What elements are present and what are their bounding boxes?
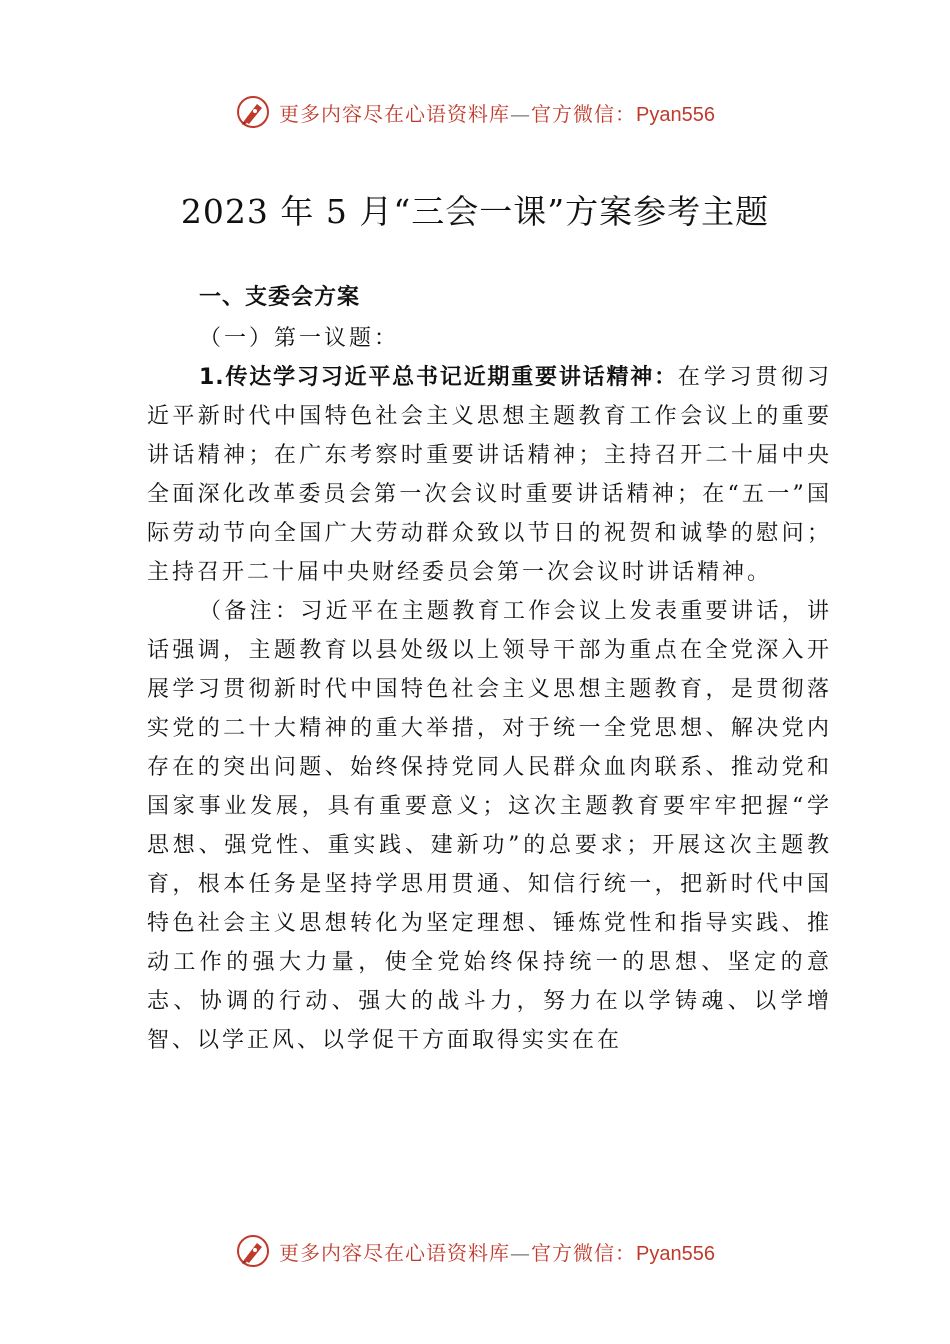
watermark-contact-label: 官方微信：	[531, 1240, 637, 1265]
watermark-text	[279, 98, 715, 127]
note-paragraph: （备注：习近平在主题教育工作会议上发表重要讲话，讲话强调，主题教育以县处级以上领导干部为重点在全党深入开展学习贯彻新时代中国特色社会主义思想主题教育，是贯彻落实党的二十大精神的重大举措，对于统一全党思想、解决党内存在的突出问题、始终保持党同人民群众血肉联系、推动党和国家事业发展，具有重要意义；这次主题教育要牢牢把握“学思想、强党性、重实践、建新功”的总要求；开展这次主题教育，根本任务是坚持学思用贯通、知信行统一，把新时代中国特色社会主义思想转化为坚定理想、锤炼党性和指导实践、推动工作的强大力量，使全党始终保持统一的思想、坚定的意志、协调的行动、强大的战斗力，努力在以学铸魂、以学增智、以学正风、以学促干方面取得实实在在	[147, 599, 832, 1053]
sub-heading: （一）第一议题：	[199, 326, 400, 351]
watermark-banner-top	[0, 94, 950, 130]
pen-nib-logo-icon	[235, 94, 271, 130]
watermark-contact-id: Pyan556	[636, 1242, 715, 1265]
watermark-banner-bottom	[0, 1233, 950, 1269]
section-heading: 一、支委会方案	[199, 285, 361, 310]
document-body	[147, 278, 832, 1060]
item-lead: 1.传达学习习近平总书记近期重要讲话精神：	[199, 365, 678, 390]
watermark-contact-label: 官方微信：	[531, 101, 637, 126]
watermark-separator: —	[510, 101, 532, 126]
item-body: 在学习贯彻习近平新时代中国特色社会主义思想主题教育工作会议上的重要讲话精神；在广东考察时重要讲话精神；主持召开二十届中央全面深化改革委员会第一次会议时重要讲话精神；在“五一”国际劳动节向全国广大劳动群众致以节日的祝贺和诚挚的慰问；主持召开二十届中央财经委员会第一次会议时讲话精神。	[147, 365, 832, 585]
watermark-text	[279, 1237, 715, 1266]
watermark-brand: 更多内容尽在心语资料库	[279, 1240, 511, 1265]
document-title: 2023 年 5 月“三会一课”方案参考主题	[180, 192, 770, 231]
item-paragraph	[147, 358, 832, 592]
watermark-brand: 更多内容尽在心语资料库	[279, 101, 511, 126]
pen-nib-logo-icon	[235, 1233, 271, 1269]
watermark-separator: —	[510, 1240, 532, 1265]
watermark-contact-id: Pyan556	[636, 103, 715, 126]
